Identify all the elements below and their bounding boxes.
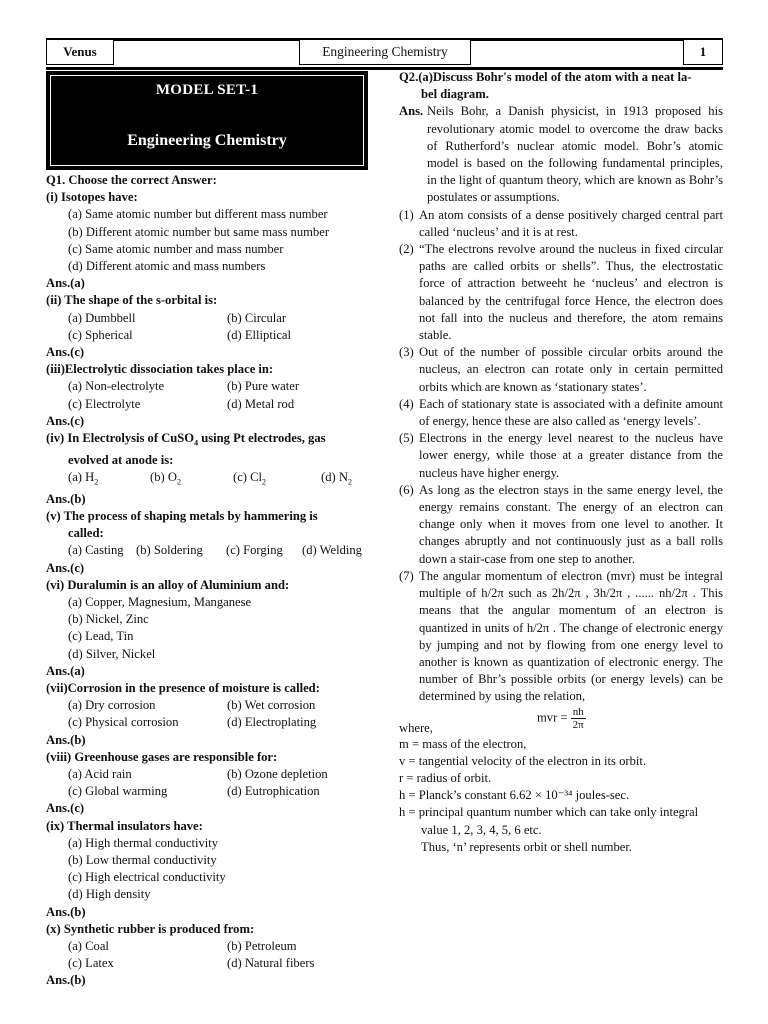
postulate-number: (4): [399, 396, 414, 411]
header-title: Engineering Chemistry: [299, 39, 471, 65]
page-number: 1: [683, 39, 723, 65]
answer: Ans.(b): [46, 732, 86, 747]
postulate-text: Out of the number of possible circular orbits around the nucleus, an electron can rotate only in certain permitted orbits which are known as ‘stationary states’.: [419, 345, 723, 394]
option: (c) Lead, Tin: [68, 629, 134, 644]
option: (c) Forging: [226, 543, 283, 558]
definition-item: m = mass of the electron,: [399, 736, 527, 751]
postulate-number: (1): [399, 207, 414, 222]
postulate-text: An atom consists of a dense positively charged central part called ‘nucleus’ and it is at rest.: [419, 207, 723, 239]
option: (b) Petroleum: [227, 938, 297, 953]
question-vii: (vii)Corrosion in the presence of moisture is called:: [46, 680, 320, 695]
header-left-label: Venus: [46, 39, 114, 65]
option: (c) Spherical: [68, 327, 133, 342]
option: (a) Casting: [68, 543, 124, 558]
option: (a) Acid rain: [68, 766, 132, 781]
postulate-number: (6): [399, 482, 414, 497]
model-set-title: MODEL SET-1: [155, 82, 259, 98]
option: (a) Same atomic number but different mass number: [68, 207, 328, 222]
q1-heading: Q1. Choose the correct Answer:: [46, 173, 217, 187]
question-ix: (ix) Thermal insulators have:: [46, 818, 203, 833]
postulate-item: [399, 396, 723, 430]
postulate-item: [399, 344, 723, 396]
final-note: Thus, ‘n’ represents orbit or shell number.: [421, 839, 633, 854]
answer: Ans.(b): [46, 904, 86, 919]
option: (a) Copper, Magnesium, Manganese: [68, 594, 252, 609]
options-row: [46, 469, 368, 491]
answer: Ans.(a): [46, 276, 85, 291]
option: (c) Electrolyte: [68, 396, 141, 411]
option: (d) Elliptical: [227, 327, 291, 342]
postulate-item: [399, 207, 723, 241]
option: (d) $N_2$: [321, 469, 352, 487]
right-column: [399, 69, 723, 856]
option: (b) Circular: [227, 310, 287, 325]
option: (d) High density: [68, 887, 151, 902]
option: (a) High thermal conductivity: [68, 835, 219, 850]
ans-label: Ans.: [399, 104, 424, 119]
left-column: [46, 172, 368, 990]
postulate-text: As long as the electron stays in the same energy level, the energy remains constant. The energy of an electron can change only when it moves from one level to another. It changes abruptly and not continuously just as a ball rolls down a stair-case from one step to another.: [419, 482, 723, 566]
question-iv: (iv) In Electrolysis of CuSO$_4$ using Pt electrodes, gas: [46, 431, 326, 448]
option: (b) Soldering: [136, 543, 203, 558]
option: (b) Low thermal conductivity: [68, 852, 217, 867]
postulate-item: [399, 568, 723, 706]
question-iv-cont: evolved at anode is:: [68, 452, 174, 467]
intro-text: Neils Bohr, a Danish physicist, in 1913 proposed his revolutionary atomic model to overcome the draw backs of Rutherford’s nuclear atomic model. Bohr’s atomic model is based on the following fundamental principles, in the light of quantum theory, which are known as Bohr’s postulates or assumptions.: [427, 104, 723, 205]
option: (d) Eutrophication: [227, 784, 320, 799]
postulate-number: (7): [399, 568, 414, 583]
option: (a) Non-electrolyte: [68, 379, 165, 394]
option: (b) Wet corrosion: [227, 698, 316, 713]
option: (b) Nickel, Zinc: [68, 612, 149, 627]
answer: Ans.(c): [46, 801, 85, 816]
definitions-list: [399, 736, 723, 839]
definition-item: v = tangential velocity of the electron in its orbit.: [399, 753, 647, 768]
answer: Ans.(c): [46, 560, 85, 575]
postulate-number: (2): [399, 242, 414, 257]
option: (d) Welding: [302, 543, 362, 558]
postulate-item: [399, 430, 723, 482]
q2-heading: Q2.(a)Discuss Bohr's model of the atom with a neat la-: [399, 70, 692, 84]
option: (b) $O_2$: [150, 469, 181, 487]
definition-item: h = Planck’s constant 6.62 × 10⁻³⁴ joules-sec.: [399, 788, 630, 803]
postulate-number: (3): [399, 345, 414, 360]
subject-title: Engineering Chemistry: [127, 132, 287, 149]
title-box: [46, 71, 368, 170]
option: (d) Metal rod: [227, 396, 295, 411]
option: (b) Different atomic number but same mass number: [68, 224, 330, 239]
page-header: [46, 38, 723, 70]
question-vi: (vi) Duralumin is an alloy of Aluminium and:: [46, 577, 290, 592]
q2-heading-cont: bel diagram.: [421, 87, 489, 102]
question-viii: (viii) Greenhouse gases are responsible for:: [46, 749, 278, 764]
postulate-text: “The electrons revolve around the nucleus in fixed circular paths are called orbits or shells”. Thus, the electrostatic force of attraction betweeht he ‘nucleus’ and electron is balanced by the centrifugal force Hence, the electron does not fall into the nucleus and therefore, the atom remains stable.: [419, 242, 723, 343]
question-v: (v) The process of shaping metals by hammering is: [46, 508, 318, 523]
answer: Ans.(c): [46, 413, 85, 428]
postulate-item: [399, 482, 723, 568]
postulate-text: The angular momentum of electron (mvr) must be integral multiple of h/2π such as 2h/2π , 3h/2π , ...... nh/2π . This means that the angular momentum of an electron is quantized in units of h/2π . The change of electronic energy by jumping and not by flowing from one energy level to another is known as quantization of electronic energy. The number of Bhr’s possible orbits (or energy levels) can be determined by using the relation,: [419, 568, 723, 704]
answer: Ans.(b): [46, 491, 86, 506]
question-v-cont: called:: [68, 526, 104, 541]
option: (d) Different atomic and mass numbers: [68, 259, 266, 274]
answer: Ans.(a): [46, 663, 85, 678]
answer: Ans.(b): [46, 973, 86, 988]
option: (a) Coal: [68, 938, 109, 953]
question-iii: (iii)Electrolytic dissociation takes place in:: [46, 362, 274, 377]
option: (d) Natural fibers: [227, 956, 315, 971]
option: (c) Same atomic number and mass number: [68, 241, 284, 256]
definition-item: h = principal quantum number which can take only integral value 1, 2, 3, 4, 5, 6 etc.: [399, 805, 699, 837]
options-row: [46, 542, 368, 559]
option: (a) Dumbbell: [68, 310, 136, 325]
answer-intro: [399, 103, 723, 206]
postulate-text: Each of stationary state is associated with a definite amount of energy, hence these are also called as ‘energy levels’.: [419, 396, 723, 429]
definition-item: r = radius of orbit.: [399, 770, 492, 785]
option: (a) Dry corrosion: [68, 698, 156, 713]
answer: Ans.(c): [46, 345, 85, 360]
postulate-item: [399, 241, 723, 344]
option: (b) Ozone depletion: [227, 766, 328, 781]
option: (b) Pure water: [227, 379, 300, 394]
postulates-list: [399, 207, 723, 706]
option: (c) High electrical conductivity: [68, 870, 226, 885]
question-i: (i) Isotopes have:: [46, 190, 138, 205]
option: (d) Silver, Nickel: [68, 646, 156, 661]
option: (c) Latex: [68, 956, 114, 971]
where-label: where,: [399, 720, 433, 735]
option: (a) $H_2$: [68, 469, 99, 487]
question-ii: (ii) The shape of the s-orbital is:: [46, 293, 218, 308]
option: (c) Physical corrosion: [68, 715, 179, 730]
option: (c) $Cl_2$: [233, 469, 267, 487]
question-x: (x) Synthetic rubber is produced from:: [46, 921, 255, 936]
formula-block: [399, 706, 723, 736]
postulate-number: (5): [399, 431, 414, 446]
option: (c) Global warming: [68, 784, 168, 799]
formula: mvr = $\frac{nh}{2\pi}$: [537, 705, 584, 731]
option: (d) Electroplating: [227, 715, 317, 730]
postulate-text: Electrons in the energy level nearest to the nucleus have lower energy, while those at a greater distance from the nucleus have higher energy.: [419, 431, 723, 480]
